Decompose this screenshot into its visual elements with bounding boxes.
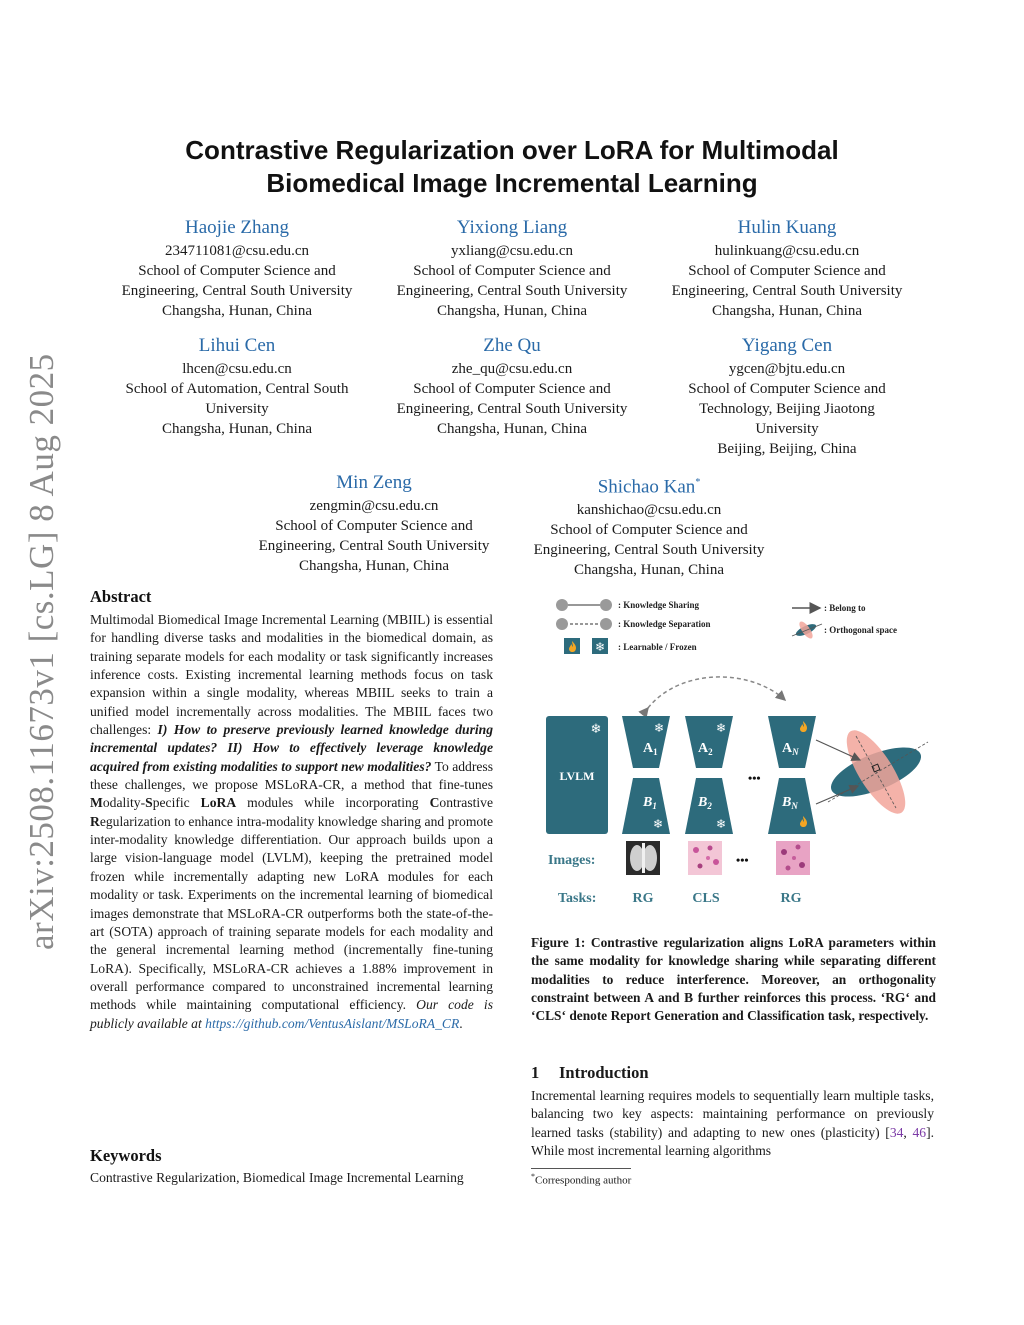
legend-belong-to	[792, 603, 866, 613]
legend-knowledge-sharing	[556, 599, 700, 611]
keywords-heading: Keywords	[90, 1146, 162, 1165]
title-line-1: Contrastive Regularization over LoRA for Multimodal	[185, 135, 839, 165]
acronym-letter: S	[145, 795, 153, 811]
legend-sharing-label: : Knowledge Sharing	[618, 600, 700, 610]
author-location: Changsha, Hunan, China	[162, 303, 312, 319]
svg-text:❄: ❄	[594, 640, 606, 654]
author-name: Zhe Qu	[483, 335, 541, 356]
author-location: Changsha, Hunan, China	[574, 562, 724, 579]
lora-module-n	[768, 716, 816, 834]
author-affiliation: Engineering, Central South University	[396, 401, 628, 417]
acronym-letter: M	[90, 795, 103, 811]
author-location: Changsha, Hunan, China	[162, 421, 312, 437]
introduction-heading	[531, 1063, 649, 1083]
author-name: Lihui Cen	[198, 335, 276, 356]
task-cls: CLS	[692, 891, 720, 906]
author-affiliation: School of Computer Science and	[688, 263, 886, 279]
abstract-text: egularization to enhance intra-modality knowledge sharing and promote inter-modality knowledge differentiation. Our approach builds upon a large vision-language model (LVLM), keeping the pretrained model frozen while incrementally adapting new LoRA modules for each modality or task. Experiments on the incremental learning of biomedical images demonstrate that MSLoRA-CR outperforms both the state-of-the-art (SOTA) approach of training separate models for each modality and the general incremental learning method (incrementally fine-tuning LoRA). Specifically, MSLoRA-CR achieves a 1.88% improvement in overall performance compared to unconstrained incremental learning methods while maintaining computational efficiency.	[90, 813, 493, 1013]
knowledge-sharing-arrow	[648, 677, 785, 708]
author-name: Min Zeng	[336, 472, 412, 493]
section-number: 1	[531, 1063, 540, 1082]
xray-image-thumbnail	[626, 841, 660, 875]
citation-link[interactable]: 34	[889, 1124, 904, 1140]
lora-b-label: $B_2$	[698, 795, 712, 811]
author-location: Beijing, Beijing, China	[717, 441, 857, 457]
abstract-heading: Abstract	[90, 587, 152, 606]
author-location: Changsha, Hunan, China	[437, 421, 587, 437]
author-affiliation: School of Automation, Central South	[125, 381, 349, 397]
snowflake-icon: ❄	[715, 721, 727, 735]
lora-b-label: $B_N$	[782, 795, 798, 811]
lvlm-label: LVLM	[559, 769, 595, 783]
author-name: Yixiong Liang	[456, 217, 568, 238]
code-availability: Our code is publicly available at	[90, 997, 493, 1031]
legend-learnable-label: : Learnable / Frozen	[618, 642, 697, 652]
abstract-questions: I) How to preserve previously learned knowledge during incremental updates? II) How to effectively leverage knowledge acquired from existing modalities to support new modalities?	[90, 722, 493, 774]
author-email: hulinkuang@csu.edu.cn	[714, 243, 860, 259]
author-affiliation: University	[205, 401, 269, 417]
abstract-text: modules while incorporating	[236, 795, 430, 811]
author-yixiong-liang	[372, 215, 652, 321]
figure-1-diagram	[540, 590, 940, 920]
footnote-mark: *	[531, 1172, 535, 1181]
author-location: Changsha, Hunan, China	[299, 558, 449, 574]
author-shichao-kan	[509, 470, 789, 580]
legend-orthogonal-space	[792, 620, 897, 641]
snowflake-icon: ❄	[652, 817, 664, 831]
tasks-label: Tasks:	[558, 891, 597, 906]
introduction-body	[531, 1087, 934, 1160]
snowflake-icon: ❄	[590, 721, 602, 736]
author-affiliation: Engineering, Central South University	[671, 283, 903, 299]
ellipsis-images: •••	[736, 853, 749, 867]
orthogonal-space-illustration	[816, 722, 928, 821]
author-affiliation: Engineering, Central South University	[258, 538, 490, 554]
author-email: zhe_qu@csu.edu.cn	[451, 361, 573, 377]
abstract-text: Multimodal Biomedical Image Incremental Learning (MBIIL) is essential for handling diverse tasks and modalities in the biomedical domain, as training separate models for each modality or task significantly increases inference costs. Existing incremental learning methods focus on task expansion within a single modality, whereas MBIIL seeks to train a unified model incrementally across modalities. The MBIIL faces two challenges:	[90, 612, 493, 738]
lora-module-2	[685, 716, 733, 834]
author-min-zeng	[234, 470, 514, 576]
author-email: lhcen@csu.edu.cn	[182, 361, 292, 377]
arxiv-side-stamp: arXiv:2508.11673v1 [cs.LG] 8 Aug 2025	[22, 353, 61, 950]
intro-text: Incremental learning requires models to sequentially learn multiple tasks, balancing two key aspects: maintaining performance on previously learned tasks (stability) and adapting to new ones (plasticity) [	[531, 1088, 934, 1140]
author-affiliation: Engineering, Central South University	[121, 283, 353, 299]
author-affiliation: School of Computer Science and	[413, 263, 611, 279]
author-email: kanshichao@csu.edu.cn	[576, 502, 722, 519]
author-name: Haojie Zhang	[185, 217, 289, 238]
snowflake-icon: ❄	[715, 817, 727, 831]
legend-separation-label: : Knowledge Separation	[618, 619, 711, 629]
abstract-text: To address these challenges, we propose MSLoRA-CR, a method that fine-tunes	[90, 758, 493, 793]
author-email: 234711081@csu.edu.cn	[164, 243, 310, 259]
citation-link[interactable]: 46	[912, 1124, 927, 1140]
author-name-text: Shichao Kan	[597, 476, 696, 498]
intro-text: ,	[903, 1124, 913, 1140]
abstract-body	[90, 611, 493, 1033]
legend-belong-label: : Belong to	[824, 603, 866, 613]
title-line-2: Biomedical Image Incremental Learning	[266, 168, 758, 198]
acronym-letter: LoRA	[200, 795, 237, 811]
author-affiliation: School of Computer Science and	[550, 522, 748, 539]
author-affiliation: Technology, Beijing Jiaotong	[699, 401, 875, 417]
snowflake-icon: ❄	[653, 721, 665, 735]
task-rg: RG	[632, 891, 654, 906]
author-affiliation: School of Computer Science and	[413, 381, 611, 397]
footnote	[531, 1172, 631, 1187]
author-email: ygcen@bjtu.edu.cn	[728, 361, 846, 377]
legend-learnable-frozen	[564, 638, 697, 654]
legend-knowledge-separation	[556, 618, 711, 630]
author-affiliation: Engineering, Central South University	[396, 283, 628, 299]
author-affiliation: School of Computer Science and	[275, 518, 473, 534]
legend-orthogonal-label: : Orthogonal space	[824, 625, 897, 635]
acronym-letter: R	[90, 813, 100, 829]
lora-module-1	[622, 716, 670, 834]
author-name: Yigang Cen	[741, 335, 833, 356]
author-affiliation: University	[755, 421, 819, 437]
code-link[interactable]: https://github.com/VentusAislant/MSLoRA_CR	[205, 1015, 460, 1031]
author-affiliation: School of Computer Science and	[688, 381, 886, 397]
author-haojie-zhang	[97, 215, 377, 321]
author-lihui-cen	[97, 333, 377, 439]
footnote-rule	[531, 1168, 631, 1169]
intro-text: ]. While most incremental learning algorithms	[531, 1124, 934, 1159]
author-affiliation: Engineering, Central South University	[533, 542, 765, 559]
paper-title	[100, 134, 924, 200]
abstract-text: ontrastive	[439, 795, 493, 811]
histology-image-thumbnail	[688, 841, 722, 875]
lora-b-label: $B_1$	[643, 795, 657, 811]
author-affiliation: School of Computer Science and	[138, 263, 336, 279]
lora-a-label: $A_N$	[782, 741, 799, 757]
pathology-image-thumbnail	[776, 841, 810, 875]
corresponding-mark: *	[695, 477, 701, 488]
author-name	[509, 470, 789, 500]
author-location: Changsha, Hunan, China	[437, 303, 587, 319]
abstract-text: .	[459, 1015, 463, 1031]
acronym-letter: C	[429, 795, 440, 811]
author-name: Hulin Kuang	[737, 217, 837, 238]
section-title: Introduction	[559, 1063, 649, 1082]
keywords-text: Contrastive Regularization, Biomedical Image Incremental Learning	[90, 1170, 464, 1185]
abstract-text: pecific	[152, 795, 201, 811]
author-yigang-cen	[647, 333, 927, 459]
author-email: zengmin@csu.edu.cn	[309, 498, 439, 514]
figure-1-caption: Figure 1: Contrastive regularization aligns LoRA parameters within the same modality for knowledge sharing while separating different modalities to reduce interference. Moreover, an orthogonality constraint between A and B further reinforces this process. ‘RG‘ and ‘CLS‘ denote Report Generation and Classification task, respectively.	[531, 935, 936, 1024]
author-location: Changsha, Hunan, China	[712, 303, 862, 319]
author-zhe-qu	[372, 333, 652, 439]
author-hulin-kuang	[647, 215, 927, 321]
lora-a-label: $A_1$	[643, 741, 658, 757]
author-email: yxliang@csu.edu.cn	[450, 243, 574, 259]
ellipsis-modules: •••	[748, 771, 761, 785]
footnote-text: Corresponding author	[535, 1174, 632, 1187]
task-rg-n: RG	[780, 891, 802, 906]
abstract-text: odality-	[102, 795, 146, 811]
lora-a-label: $A_2$	[698, 741, 713, 757]
images-label: Images:	[548, 853, 596, 868]
